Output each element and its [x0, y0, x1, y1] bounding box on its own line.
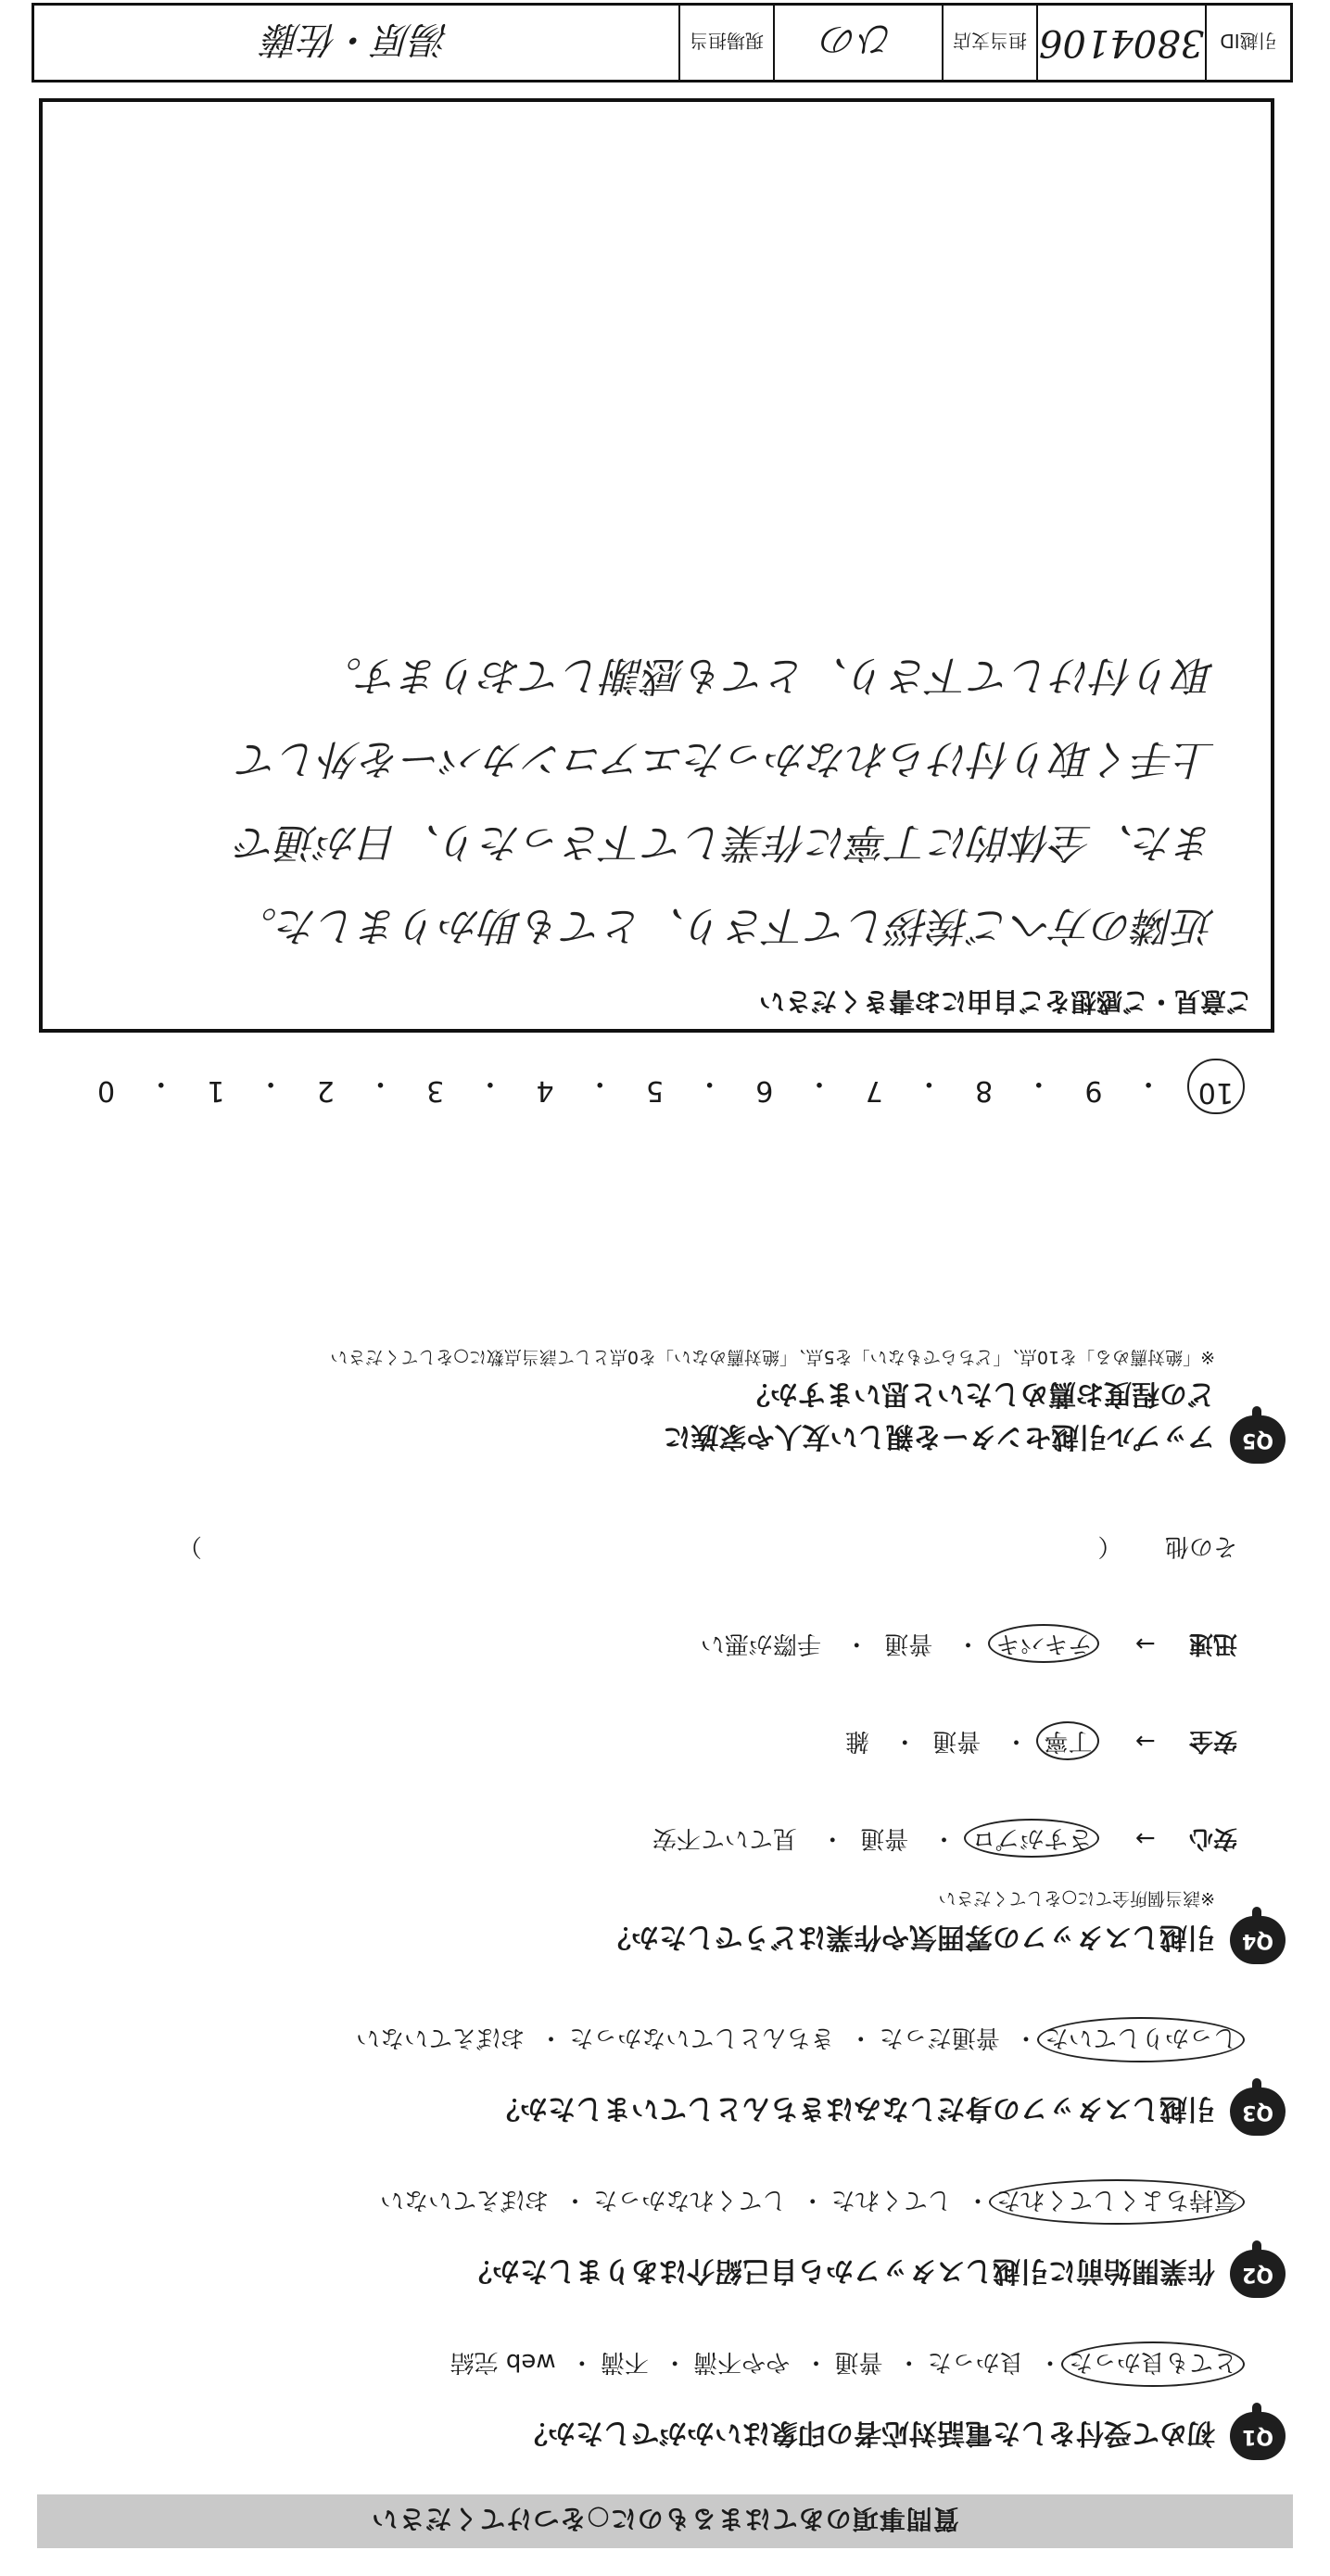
branch-value: ひの	[773, 6, 942, 80]
q3-option[interactable]: 普通だった	[879, 2024, 1000, 2051]
q5-score[interactable]: 8	[975, 1074, 994, 1107]
q2-text: 作業開始前に引越しスタッフから自己紹介はありましたか？	[464, 2254, 1215, 2287]
q3-option[interactable]: おぼえていない	[356, 2024, 526, 2051]
meta-table	[32, 3, 1293, 82]
q1-option[interactable]: 普通	[834, 2348, 883, 2376]
q3-option[interactable]: しっかりしていた	[1037, 2017, 1245, 2062]
instruction-band	[37, 2494, 1293, 2548]
q4-row-anshin: 安心 → さすがプロ・ 普通・ 見ていて不安	[652, 1823, 1237, 1858]
q1-badge: Q1	[1230, 2412, 1286, 2460]
q5-note: ※「絶対薦める」を10点、「どちらでもない」を5点、「絶対薦めない」を0点として該当点数に○をしてください	[330, 1347, 1215, 1367]
q5-score[interactable]: 4	[536, 1074, 554, 1107]
q2-option[interactable]: してくれた	[830, 2186, 952, 2214]
q4-option[interactable]: 雑	[844, 1727, 869, 1755]
q1-option[interactable]: 不満	[600, 2348, 649, 2376]
arrow-right-icon: →	[1134, 1630, 1156, 1657]
comment-title: ご意見・ご感想をご自由にお書きください	[758, 986, 1252, 1017]
q4-text: 引越しスタッフの雰囲気や作業はどうでしたか？	[603, 1921, 1215, 1953]
q5-score[interactable]: 3	[426, 1074, 445, 1107]
q3-text: 引越しスタッフの身だしなみはきちんとしていましたか？	[492, 2092, 1215, 2125]
q4-other-open: （	[1097, 1532, 1122, 1560]
person-value: 湯原・佐藤	[263, 18, 450, 61]
q5-score[interactable]: 6	[755, 1074, 774, 1107]
q4-option[interactable]: さすがプロ	[964, 1819, 1099, 1858]
q3-options: しっかりしていた・ 普通だった・ きちんとしていなかった・ おぼえていない	[356, 2023, 1237, 2057]
q5-score[interactable]: 2	[316, 1074, 335, 1107]
q4-note: ※該当個所全てに○をしてください	[938, 1888, 1215, 1909]
comment-box[interactable]	[39, 98, 1274, 1033]
id-label: 引越ID	[1205, 6, 1290, 80]
q5-text-line1: アップル引越センターを親しい友人や家族に	[663, 1420, 1215, 1453]
q4-option[interactable]: 丁寧	[1036, 1721, 1099, 1760]
q4-row-label: 迅速	[1188, 1630, 1237, 1657]
q4-other-close: ）	[177, 1532, 202, 1560]
person-label: 現場担当	[678, 6, 773, 80]
q1-text: 初めて受付をした電話対応者の印象はいかがでしたか？	[520, 2417, 1215, 2449]
q5-score[interactable]: 0	[97, 1074, 116, 1107]
arrow-right-icon: →	[1134, 1727, 1156, 1755]
q5-score[interactable]: 7	[865, 1074, 883, 1107]
q5-score[interactable]: 10	[1187, 1059, 1245, 1114]
q5-score[interactable]: 5	[645, 1074, 665, 1107]
q1-option[interactable]: やや不満	[693, 2348, 791, 2376]
q4-option[interactable]: 普通	[884, 1630, 933, 1657]
q4-option[interactable]: 見ていて不安	[652, 1824, 797, 1852]
q5-text-line2: どの程度お薦めしたいと思いますか？	[742, 1377, 1215, 1410]
q4-badge: Q4	[1230, 1916, 1286, 1964]
q1-option[interactable]: 良かった	[927, 2348, 1024, 2376]
q3-option[interactable]: きちんとしていなかった	[569, 2024, 835, 2051]
comment-line: 近隣の方へご挨拶して下さり、とても助かりました。	[236, 902, 1215, 949]
q4-row-jinsoku: 迅速 → テキパキ・ 普通・ 手際が悪い	[701, 1629, 1237, 1663]
q4-row-anzen: 安全 → 丁寧・ 普通・ 雑	[845, 1726, 1237, 1760]
q4-option[interactable]: テキパキ	[988, 1624, 1099, 1663]
q1-option[interactable]: とても良かった	[1061, 2341, 1245, 2387]
q4-option[interactable]: 手際が悪い	[700, 1630, 821, 1657]
q5-badge: Q5	[1230, 1415, 1286, 1464]
q4-other	[97, 1531, 1237, 1566]
q2-option[interactable]: してくれなかった	[593, 2186, 787, 2214]
q3-badge: Q3	[1230, 2087, 1286, 2136]
comment-line: また、全体的に丁寧に作業して下さったり、日が通で	[236, 818, 1215, 866]
q4-option[interactable]: 普通	[932, 1727, 982, 1755]
q4-row-label: 安全	[1188, 1727, 1237, 1755]
id-value: 3804106	[1036, 6, 1205, 80]
comment-line: 取り付けして下さり、とても感謝しております。	[321, 652, 1215, 699]
instruction-text: 質問事項のあてはまるものに○をつけてください	[371, 2504, 959, 2534]
q1-option[interactable]: web 完結	[450, 2348, 556, 2376]
q4-other-label: その他	[1164, 1532, 1237, 1560]
comment-line: 上手く取り付けられなかったエアコンカバーを外して	[238, 735, 1215, 782]
q5-score[interactable]: 1	[207, 1074, 225, 1107]
q2-option[interactable]: 気持ちよくしてくれた	[989, 2179, 1245, 2225]
q2-badge: Q2	[1230, 2250, 1286, 2298]
q4-row-label: 安心	[1188, 1824, 1237, 1852]
q2-option[interactable]: おぼえていない	[380, 2186, 550, 2214]
q2-options: 気持ちよくしてくれた・ してくれた・ してくれなかった・ おぼえていない	[380, 2185, 1237, 2219]
q1-options: とても良かった・ 良かった・ 普通・ やや不満・ 不満・ web 完結	[450, 2347, 1237, 2381]
branch-label: 担当支店	[942, 6, 1036, 80]
arrow-right-icon: →	[1134, 1824, 1156, 1852]
q5-scale: 10 ・ 9 ・ 8 ・ 7 ・ 6 ・ 5 ・ 4 ・ 3 ・ 2 ・ 1 ・ 0	[97, 1066, 1237, 1107]
q5-score[interactable]: 9	[1084, 1074, 1103, 1107]
q4-option[interactable]: 普通	[860, 1824, 909, 1852]
